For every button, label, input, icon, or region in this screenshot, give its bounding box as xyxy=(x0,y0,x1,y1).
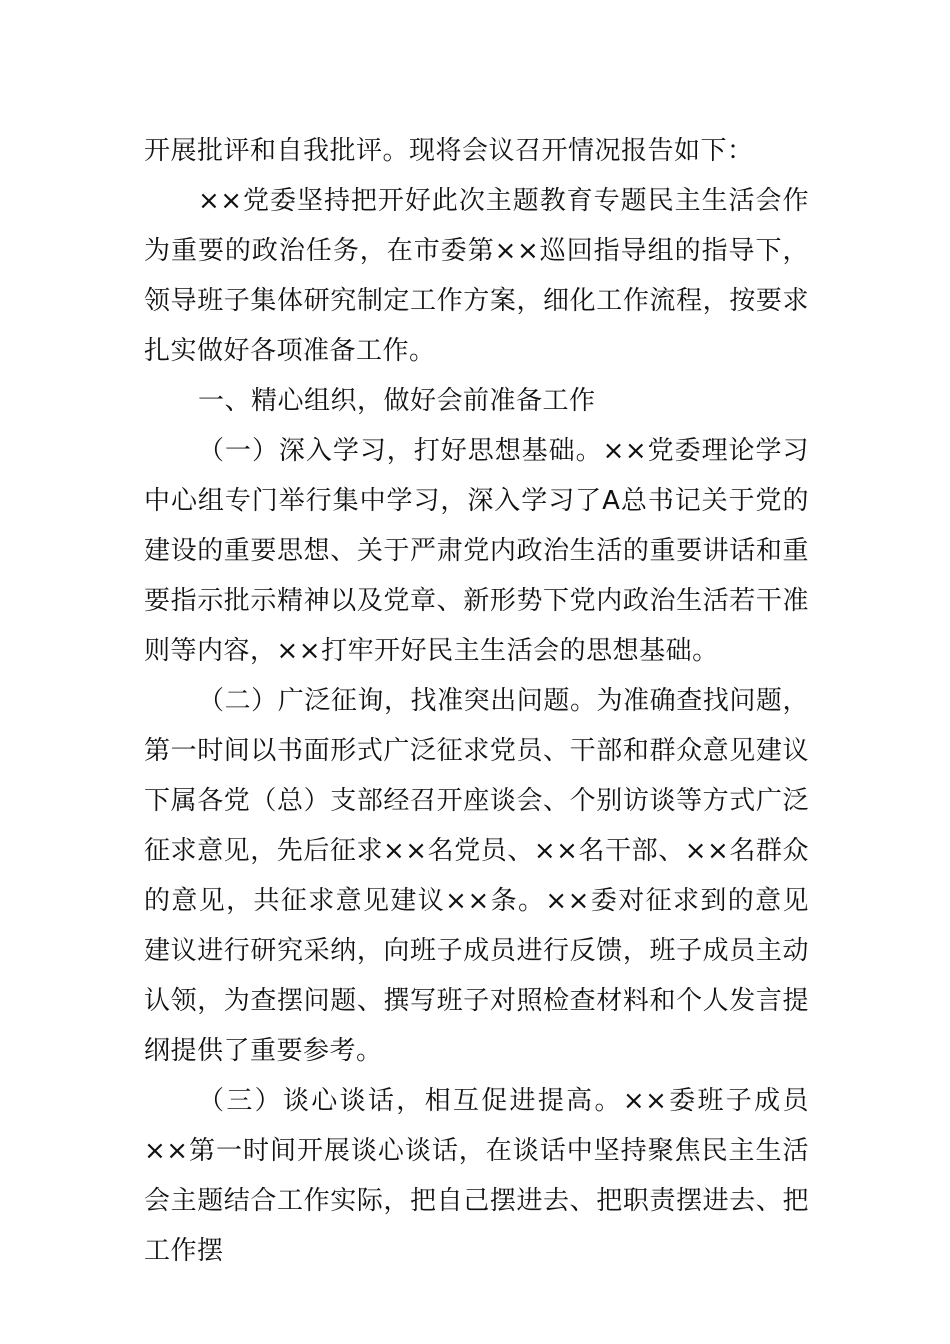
paragraph-consultation: （二）广泛征询，找准突出问题。为准确查找问题，第一时间以书面形式广泛征求党员、干部和群众意见建议下属各党（总）支部经召开座谈会、个别访谈等方式广泛征求意见，先后征求××名党员、××名干部、××名群众的意见，共征求意见建议××条。××委对征求到的意见建议进行研究采纳，向班子成员进行反馈，班子成员主动认领，为查摆问题、撰写班子对照检查材料和个人发言提纲提供了重要参考。 xyxy=(144,686,809,1066)
paragraph-talks: （三）谈心谈话，相互促进提高。××委班子成员××第一时间开展谈心谈话，在谈话中坚持聚焦民主生活会主题结合工作实际，把自己摆进去、把职责摆进去、把工作摆 xyxy=(144,1086,809,1266)
paragraph-continuation: 开展批评和自我批评。现将会议召开情况报告如下： xyxy=(144,136,754,166)
document-body xyxy=(144,126,809,1276)
paragraph-intro: ××党委坚持把开好此次主题教育专题民主生活会作为重要的政治任务，在市委第××巡回指导组的指导下，领导班子集体研究制定工作方案，细化工作流程，按要求扎实做好各项准备工作。 xyxy=(144,186,809,366)
paragraph-study: （一）深入学习，打好思想基础。××党委理论学习中心组专门举行集中学习，深入学习了A总书记关于党的建设的重要思想、关于严肃党内政治生活的重要讲话和重要指示批示精神以及党章、新形势下党内政治生活若干准则等内容，××打牢开好民主生活会的思想基础。 xyxy=(144,436,809,666)
section-heading: 一、精心组织，做好会前准备工作 xyxy=(198,386,596,416)
